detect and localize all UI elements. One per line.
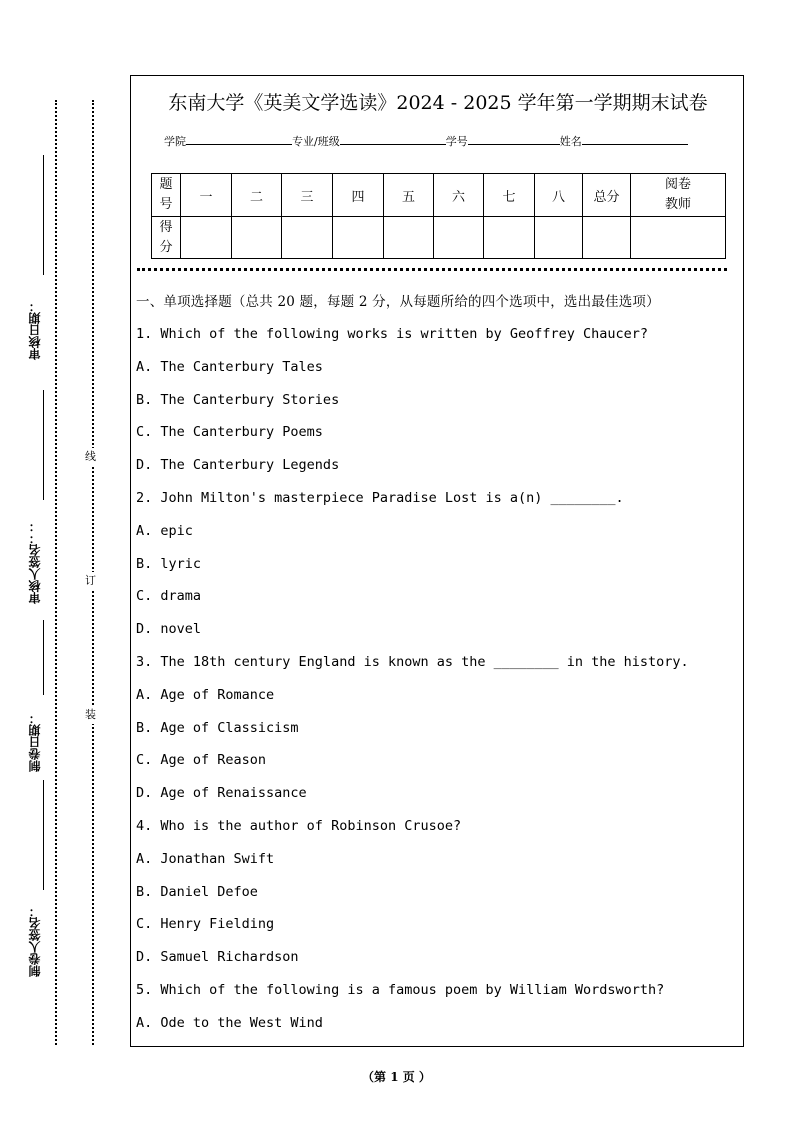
option-1a: A. The Canterbury Tales [136, 358, 323, 375]
option-2a: A. epic [136, 522, 193, 539]
major-class-label: 专业/班级 [292, 135, 340, 148]
reviewer-header: 阅卷 教师 [631, 174, 726, 217]
score-cell[interactable] [232, 217, 282, 259]
col-header: 四 [333, 174, 384, 217]
page-footer: （第 1 页 ） [362, 1070, 431, 1084]
col-header: 二 [232, 174, 282, 217]
exam-frame [130, 75, 744, 1047]
score-table-header-row [152, 174, 726, 217]
option-3c: C. Age of Reason [136, 752, 267, 769]
option-3d: D. Age of Renaissance [136, 785, 307, 802]
col-header: 五 [384, 174, 434, 217]
col-header: 三 [282, 174, 333, 217]
col-header: 八 [535, 174, 583, 217]
score-cell[interactable] [384, 217, 434, 259]
name-label: 姓名 [559, 135, 582, 148]
review-date-label: 审核日期： [28, 300, 42, 360]
option-5a: A. Ode to the West Wind [136, 1014, 323, 1031]
col-header: 一 [181, 174, 232, 217]
binding-char-staple: 订 [85, 572, 96, 590]
question-3: 3. The 18th century England is known as the ________ in the history. [136, 653, 689, 670]
section-1 [136, 286, 741, 1040]
total-score-cell[interactable] [583, 217, 631, 259]
major-class-field[interactable] [340, 132, 446, 145]
option-2b: B. lyric [136, 555, 202, 572]
college-field[interactable] [186, 132, 292, 145]
option-4d: D. Samuel Richardson [136, 949, 299, 966]
score-cell[interactable] [282, 217, 333, 259]
reviewer-cell[interactable] [631, 217, 726, 259]
section-heading: 一、单项选择题（总共 20 题，每题 2 分，从每题所给的四个选项中，选出最佳选项） [136, 294, 660, 310]
score-cell[interactable] [434, 217, 484, 259]
exam-title: 东南大学《英美文学选读》2024 - 2025 学年第一学期期末试卷 [168, 92, 708, 114]
reviewer-signature-label: 审核人签名：： [28, 520, 42, 604]
option-1d: D. The Canterbury Legends [136, 457, 340, 474]
dotted-separator [137, 268, 727, 271]
option-3b: B. Age of Classicism [136, 719, 299, 736]
option-2d: D. novel [136, 621, 202, 638]
option-4c: C. Henry Fielding [136, 916, 275, 933]
score-table-score-row [152, 217, 726, 259]
score-row-header: 得 分 [152, 217, 181, 259]
question-4: 4. Who is the author of Robinson Crusoe? [136, 817, 462, 834]
score-cell[interactable] [181, 217, 232, 259]
binding-char-bind: 装 [85, 706, 96, 724]
college-label: 学院 [164, 135, 186, 148]
option-2c: C. drama [136, 588, 202, 605]
score-cell[interactable] [484, 217, 535, 259]
option-3a: A. Age of Romance [136, 686, 275, 703]
question-1: 1. Which of the following works is written by Geoffrey Chaucer? [136, 326, 649, 342]
compile-date-line [43, 620, 44, 695]
option-1c: C. The Canterbury Poems [136, 424, 323, 441]
binding-char-line: 线 [85, 448, 96, 466]
question-2: 2. John Milton's masterpiece Paradise Lost is a(n) ________. [136, 489, 624, 506]
score-table [151, 173, 726, 259]
compile-date-label: 制卷日期： [28, 712, 42, 772]
score-cell[interactable] [333, 217, 384, 259]
col-header: 六 [434, 174, 484, 217]
option-4a: A. Jonathan Swift [136, 850, 275, 867]
question-5: 5. Which of the following is a famous poem by William Wordsworth? [136, 981, 665, 998]
student-info-row [164, 132, 688, 149]
question-number-header: 题 号 [152, 174, 181, 217]
binding-line-outer [55, 100, 57, 1045]
option-1b: B. The Canterbury Stories [136, 391, 340, 408]
review-date-line [43, 155, 44, 275]
col-header: 七 [484, 174, 535, 217]
name-field[interactable] [582, 132, 688, 145]
student-id-label: 学号 [445, 135, 468, 148]
total-header: 总分 [583, 174, 631, 217]
student-id-field[interactable] [468, 132, 560, 145]
option-4b: B. Daniel Defoe [136, 883, 258, 900]
score-cell[interactable] [535, 217, 583, 259]
compiler-signature-line [43, 780, 44, 890]
reviewer-signature-line [43, 390, 44, 500]
compiler-signature-label: 制卷人签名： [28, 905, 42, 977]
